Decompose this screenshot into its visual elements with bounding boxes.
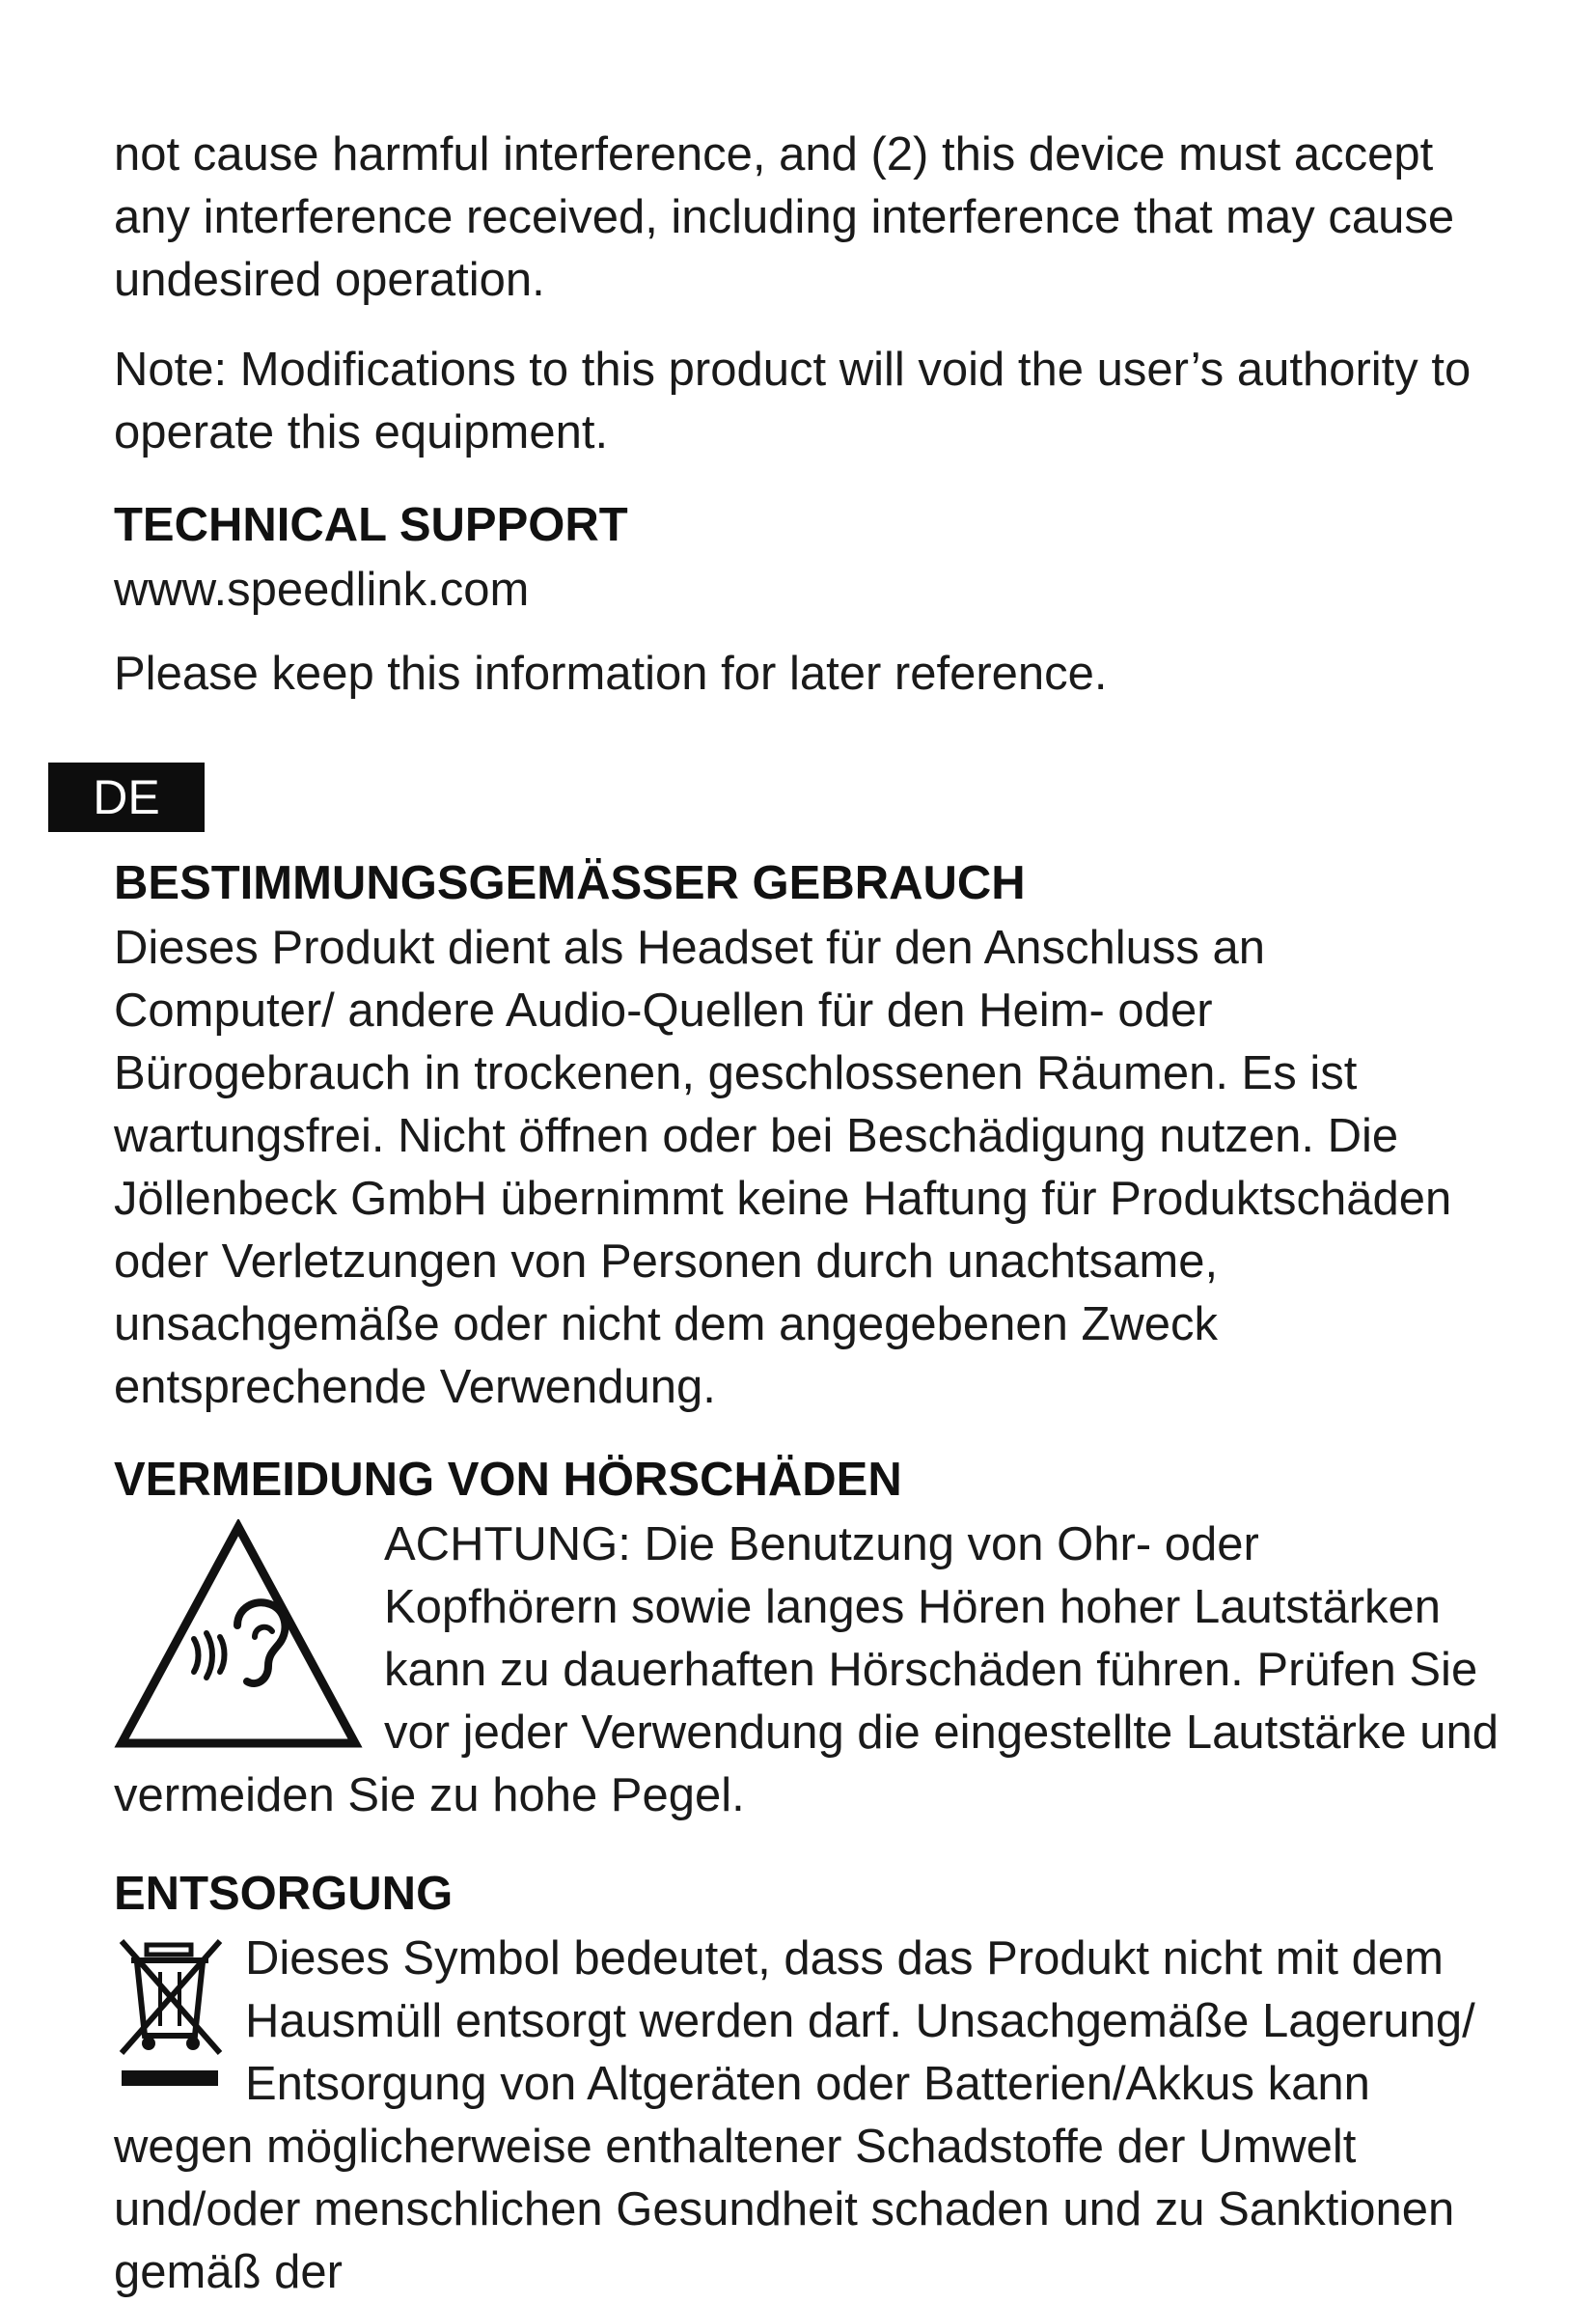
intended-use-heading: BESTIMMUNGSGEMÄSSER GEBRAUCH: [114, 857, 1026, 909]
disposal-heading: ENTSORGUNG: [114, 1868, 454, 1920]
german-section: [114, 849, 1503, 2304]
keep-info-text: Please keep this information for later reference.: [114, 648, 1108, 700]
disposal-block: [114, 1928, 1503, 2304]
english-section: [114, 124, 1503, 733]
language-badge-de: DE: [48, 763, 205, 832]
fcc-text: not cause harmful interference, and (2) this device must accept any interference received, including interference that may cause undesired operation.: [114, 128, 1455, 306]
intended-use-text: Dieses Produkt dient als Headset für den Anschluss an Computer/ andere Audio-Quellen für den Heim- oder Bürogebrauch in trockenen, geschlossenen Räumen. Es ist wartungsfrei. Nicht öffnen oder bei Beschädigung nutzen. Die Jöllenbeck GmbH übernimmt keine Haftung für Produktschäden oder Verletzungen von Personen durch unachtsame, unsachgemäße oder nicht dem angegebenen Zweck entsprechende Verwendung.: [114, 922, 1452, 1413]
hearing-heading: VERMEIDUNG VON HÖRSCHÄDEN: [114, 1454, 902, 1506]
disposal-text: Dieses Symbol bedeutet, dass das Produkt nicht mit dem Hausmüll entsorgt werden darf. Unsachgemäße Lagerung/ Entsorgung von Altgeräten oder Batterien/Akkus kann wegen möglicherweise enthaltener Schadstoffe der Umwelt und/oder menschlichen Gesundheit schaden und zu Sanktionen gemäß der: [114, 1932, 1475, 2298]
hearing-warning-icon: [114, 1519, 363, 1751]
support-url: www.speedlink.com: [114, 564, 530, 616]
modification-note: Note: Modifications to this product will void the user’s authority to operate this equipment.: [114, 344, 1472, 458]
hearing-warning-text: ACHTUNG: Die Benutzung von Ohr- oder Kopfhörern sowie langes Hören hoher Lautstärken kann zu dauerhaften Hörschäden führen. Prüfen Sie vor jeder Verwendung die eingestellte Lautstärke und vermeiden Sie zu hohe Pegel.: [114, 1518, 1499, 1821]
technical-support-heading: TECHNICAL SUPPORT: [114, 499, 628, 551]
hearing-warning-block: [114, 1513, 1503, 1827]
crossed-out-bin-icon: [114, 1935, 228, 2109]
